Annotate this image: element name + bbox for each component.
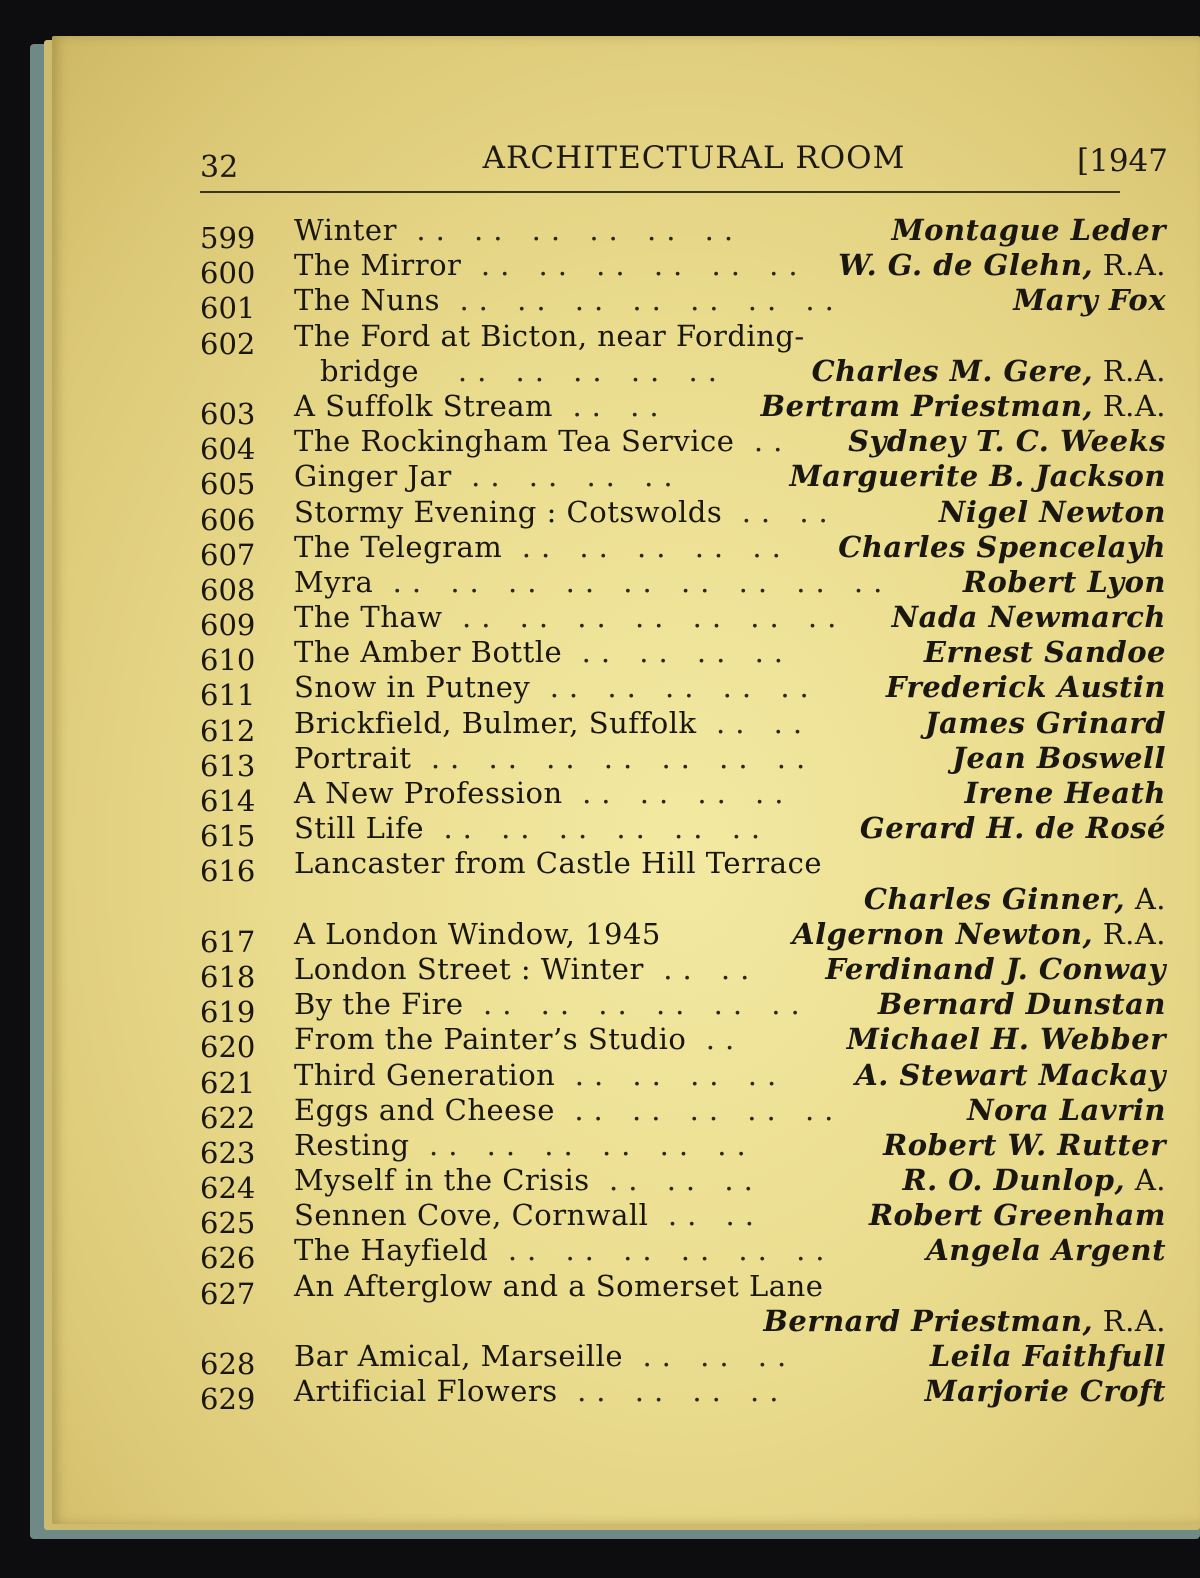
catalogue-entry — [200, 1269, 1166, 1339]
entry-title-text: London Street : Winter — [294, 951, 644, 986]
artist-name — [930, 1339, 1166, 1373]
entry-title — [294, 565, 892, 599]
leader-dots: .. .. .. .. .. .. — [416, 213, 744, 247]
entry-title-text: Lancaster from Castle Hill Terrace — [294, 846, 822, 881]
artist-name — [967, 1093, 1166, 1127]
catalogue-entry — [200, 600, 1166, 643]
catalogue-entry — [200, 1127, 1166, 1170]
entry-title-text: A Suffolk Stream — [294, 388, 554, 423]
artist-name — [761, 389, 1166, 423]
catalogue-entry — [200, 494, 1166, 537]
artist-name-text: Robert Greenham — [868, 1198, 1166, 1233]
artist-name — [838, 530, 1166, 564]
artist-name — [790, 459, 1166, 493]
entry-title-text: Bar Amical, Marseille — [294, 1339, 624, 1374]
artist-name-text: Michael H. Webber — [846, 1022, 1166, 1057]
leader-dots: .. .. — [741, 494, 838, 529]
header-rule — [200, 191, 1120, 193]
artist-name-text: James Grinard — [924, 705, 1166, 740]
entry-number: 620 — [200, 1030, 256, 1065]
catalogue-entry — [200, 811, 1166, 854]
entry-number: 605 — [200, 467, 256, 502]
entry-title — [294, 670, 819, 704]
artist-name-text: Nigel Newton — [938, 494, 1166, 529]
entry-number: 611 — [200, 678, 256, 713]
artist-honours: R.A. — [1093, 388, 1166, 423]
entry-title — [294, 1128, 756, 1162]
entry-title-text: The Amber Bottle — [294, 635, 563, 670]
catalogue-entry — [200, 1057, 1166, 1100]
artist-name — [924, 635, 1166, 669]
artist-name — [1013, 283, 1166, 317]
artist-name — [892, 600, 1166, 634]
entry-number: 622 — [200, 1100, 256, 1135]
artist-name-text: A. Stewart Mackay — [855, 1057, 1166, 1092]
catalogue-entry — [200, 1022, 1166, 1065]
artist-name-text: Nora Lavrin — [967, 1092, 1166, 1127]
catalogue-entry — [200, 319, 1166, 389]
artist-honours: R.A. — [1093, 1303, 1166, 1338]
catalogue-entry — [200, 388, 1166, 431]
entry-title — [294, 987, 810, 1021]
leader-dots: .. .. .. .. .. .. .. — [461, 600, 847, 635]
entry-number: 610 — [200, 643, 256, 678]
entry-title-text: Brickfield, Bulmer, Suffolk — [294, 705, 697, 740]
artist-name-text: Charles Ginner, — [863, 881, 1126, 916]
artist-name-text: Ferdinand J. Conway — [825, 951, 1166, 986]
entry-title-text: By the Fire — [294, 987, 464, 1022]
entry-title — [294, 600, 846, 634]
entry-number: 601 — [200, 291, 256, 326]
leader-dots: .. .. .. .. .. — [549, 670, 819, 705]
artist-honours: R.A. — [1093, 353, 1166, 388]
entry-title-text: The Telegram — [294, 529, 503, 564]
artist-name-text: Angela Argent — [926, 1233, 1166, 1268]
leader-dots: .. .. .. .. .. .. — [482, 987, 810, 1022]
catalogue-entry — [200, 670, 1166, 713]
leader-dots: .. .. .. — [609, 1163, 763, 1198]
artist-name-text: Irene Heath — [964, 776, 1166, 811]
entry-title-text: The Rockingham Tea Service — [294, 424, 735, 459]
leader-dots: .. .. .. .. — [574, 1057, 787, 1092]
artist-name-text: Frederick Austin — [885, 670, 1166, 705]
entry-number: 627 — [200, 1276, 256, 1311]
artist-name-text: Gerard H. de Rosé — [859, 811, 1166, 846]
entry-number: 618 — [200, 959, 256, 994]
artist-name-text: Bernard Dunstan — [877, 987, 1166, 1022]
entry-number: 615 — [200, 819, 256, 854]
artist-name-text: Algernon Newton, — [792, 916, 1094, 951]
entry-title — [294, 530, 791, 564]
artist-honours: A. — [1125, 1163, 1166, 1198]
artist-honours: R.A. — [1093, 916, 1166, 951]
catalogue-entry — [200, 987, 1166, 1030]
entry-title — [294, 952, 759, 986]
entry-title-text: From the Painter’s Studio — [294, 1022, 687, 1057]
artist-name — [926, 1233, 1166, 1267]
entry-title — [294, 776, 794, 810]
leader-dots: .. .. — [572, 388, 669, 423]
entry-title — [294, 846, 841, 880]
catalogue-entry — [200, 1163, 1166, 1206]
entry-number: 628 — [200, 1347, 256, 1382]
entry-title — [294, 1163, 763, 1197]
catalogue-entry — [200, 424, 1166, 467]
entry-title-text: Ginger Jar — [294, 459, 452, 494]
artist-name — [838, 248, 1166, 282]
artist-name-text: Jean Boswell — [952, 740, 1166, 775]
entry-title — [294, 319, 805, 353]
catalogue-entry — [200, 635, 1166, 678]
artist-name-text: Nada Newmarch — [891, 600, 1166, 635]
entry-number: 603 — [200, 396, 256, 431]
leader-dots: .. .. .. .. — [581, 635, 794, 670]
artist-honours: R.A. — [1093, 248, 1166, 283]
artist-name — [925, 706, 1166, 740]
catalogue-entry — [200, 459, 1166, 502]
entry-number: 608 — [200, 572, 256, 607]
entry-title-continuation — [320, 354, 727, 388]
artist-name-text: Marguerite B. Jackson — [789, 459, 1166, 494]
artist-name — [883, 1128, 1166, 1162]
entry-title-text: Artificial Flowers — [294, 1374, 558, 1409]
entry-title — [294, 706, 812, 740]
entry-title-text: The Thaw — [294, 600, 443, 635]
leader-dots: .. — [753, 424, 793, 459]
entry-title — [294, 1058, 786, 1092]
entry-number: 602 — [200, 326, 256, 361]
artist-name-text: Charles M. Gere, — [811, 353, 1094, 388]
entry-title — [294, 635, 793, 669]
entry-title — [294, 1269, 843, 1303]
catalogue-entry — [200, 1374, 1166, 1417]
artist-name — [952, 741, 1166, 775]
entry-number: 612 — [200, 713, 256, 748]
leader-dots: .. .. .. .. — [577, 1374, 789, 1409]
entry-title — [294, 1374, 788, 1408]
entry-title-text: Winter — [294, 213, 397, 247]
entry-number: 623 — [200, 1135, 256, 1170]
catalogue-entry — [200, 283, 1166, 326]
entry-number: 604 — [200, 432, 256, 467]
entry-title-text: Snow in Putney — [294, 670, 531, 705]
leader-dots: .. .. .. .. .. .. — [429, 1127, 756, 1162]
entry-number: 619 — [200, 995, 256, 1030]
catalogue-entry — [200, 1233, 1166, 1276]
artist-name-text: Sydney T. C. Weeks — [848, 424, 1166, 459]
entry-number: 599 — [200, 221, 256, 255]
entry-title — [294, 741, 815, 775]
entry-title — [294, 917, 680, 951]
entry-title-text: An Afterglow and a Somerset Lane — [294, 1268, 824, 1303]
leader-dots: .. .. .. .. — [582, 776, 794, 811]
entry-title — [294, 495, 838, 529]
entry-title — [294, 1093, 843, 1127]
catalogue-entry — [200, 951, 1166, 994]
entry-title — [294, 283, 844, 317]
year-label: [1947 — [1077, 143, 1168, 179]
artist-name — [903, 1163, 1167, 1197]
artist-name — [825, 952, 1166, 986]
page-number: 32 — [200, 150, 239, 185]
artist-name — [812, 354, 1166, 388]
artist-name-text: Leila Faithfull — [929, 1339, 1166, 1374]
artist-honours: A. — [1125, 881, 1166, 916]
entry-number: 606 — [200, 502, 256, 537]
artist-name-text: Charles Spencelayh — [838, 529, 1166, 564]
entry-title — [294, 1198, 764, 1232]
artist-name-text: W. G. de Glehn, — [838, 248, 1094, 283]
entry-number: 607 — [200, 537, 256, 572]
catalogue-list — [200, 213, 1166, 1417]
leader-dots: .. .. — [716, 705, 813, 740]
artist-name — [847, 1022, 1166, 1056]
catalogue-entry — [200, 529, 1166, 572]
entry-title — [294, 389, 669, 423]
artist-name — [964, 776, 1166, 810]
entry-number: 626 — [200, 1241, 256, 1276]
catalogue-entry — [200, 1092, 1166, 1135]
entry-title-text: Still Life — [294, 811, 424, 846]
entry-title — [294, 1022, 744, 1056]
leader-dots: .. .. — [667, 1198, 764, 1233]
catalogue-entry — [200, 916, 1166, 959]
artist-name-text: Montague Leder — [891, 213, 1166, 247]
catalogue-entry — [200, 248, 1166, 291]
artist-name-text: Marjorie Croft — [924, 1374, 1166, 1409]
entry-title-text: Portrait — [294, 740, 412, 775]
artist-name — [925, 1374, 1166, 1408]
artist-name-text: Bertram Priestman, — [760, 388, 1094, 423]
entry-number: 629 — [200, 1382, 256, 1417]
entry-title — [294, 459, 683, 493]
leader-dots: .. .. — [663, 951, 760, 986]
entry-number: 616 — [200, 854, 256, 889]
entry-title-text: Third Generation — [294, 1057, 556, 1092]
leader-dots: .. .. .. .. .. .. — [507, 1233, 835, 1268]
artist-name — [855, 1058, 1166, 1092]
artist-name — [864, 882, 1166, 916]
artist-name — [848, 424, 1166, 458]
entry-title — [294, 248, 808, 282]
artist-name — [963, 565, 1166, 599]
entry-title-text: Resting — [294, 1127, 410, 1162]
entry-title-text: Stormy Evening : Cotswolds — [294, 494, 723, 529]
page-title: ARCHITECTURAL ROOM — [482, 140, 906, 176]
entry-title — [294, 1339, 796, 1373]
leader-dots: .. — [705, 1022, 745, 1057]
catalogue-entry — [200, 1339, 1166, 1382]
catalogue-entry — [200, 705, 1166, 748]
artist-name — [886, 670, 1166, 704]
artist-name — [878, 987, 1166, 1021]
leader-dots: .. .. .. .. .. .. .. .. .. — [392, 564, 893, 599]
artist-name-text: Bernard Priestman, — [763, 1303, 1094, 1338]
artist-name — [860, 811, 1166, 845]
catalogue-entry — [200, 213, 1166, 255]
catalogue-entry — [200, 564, 1166, 607]
catalogue-entry — [200, 740, 1166, 783]
leader-dots: .. .. .. .. .. — [521, 529, 791, 564]
leader-dots: .. .. .. .. .. .. — [480, 248, 808, 283]
leader-dots: .. .. .. .. .. .. .. — [430, 740, 816, 775]
entry-title — [294, 424, 792, 458]
entry-title-text: The Hayfield — [294, 1233, 489, 1268]
entry-title-text: Sennen Cove, Cornwall — [294, 1198, 649, 1233]
entry-number: 621 — [200, 1065, 256, 1100]
entry-title-text: A London Window, 1945 — [294, 916, 661, 951]
leader-dots: .. .. .. — [642, 1339, 797, 1374]
leader-dots: .. .. .. .. .. — [574, 1092, 844, 1127]
entry-title-text: The Ford at Bicton, near Fording- — [294, 318, 805, 353]
artist-name — [763, 1304, 1166, 1338]
artist-name-text: Robert W. Rutter — [883, 1127, 1166, 1162]
entry-title-text: Myra — [294, 564, 374, 599]
leader-dots: .. .. .. .. — [471, 459, 683, 494]
entry-title-text: Eggs and Cheese — [294, 1092, 555, 1127]
entry-title-text: A New Profession — [294, 776, 563, 811]
entry-title-continuation-text: bridge — [320, 353, 419, 388]
artist-name-text: Ernest Sandoe — [923, 635, 1166, 670]
entry-title-text: Myself in the Crisis — [294, 1163, 590, 1198]
page-header — [200, 140, 1168, 190]
artist-name — [792, 917, 1166, 951]
entry-number: 617 — [200, 924, 256, 959]
artist-name-text: Robert Lyon — [962, 564, 1166, 599]
artist-name — [939, 495, 1166, 529]
entry-title — [294, 811, 770, 845]
entry-title-text: The Mirror — [294, 248, 462, 283]
artist-name — [869, 1198, 1166, 1232]
artist-name-text: Mary Fox — [1013, 283, 1166, 318]
leader-dots: .. .. .. .. .. .. — [443, 811, 771, 846]
entry-title — [294, 1233, 835, 1267]
entry-title — [294, 213, 743, 247]
entry-number: 625 — [200, 1206, 256, 1241]
entry-number: 609 — [200, 608, 256, 643]
artist-name-text: R. O. Dunlop, — [902, 1163, 1126, 1198]
artist-name — [892, 213, 1166, 247]
entry-number: 614 — [200, 784, 256, 819]
leader-dots: .. .. .. .. .. — [457, 353, 727, 388]
catalogue-entry — [200, 846, 1166, 916]
entry-number: 624 — [200, 1171, 256, 1206]
leader-dots: .. .. .. .. .. .. .. — [459, 283, 844, 318]
entry-number: 600 — [200, 256, 256, 291]
entry-number: 613 — [200, 748, 256, 783]
catalogue-entry — [200, 776, 1166, 819]
entry-title-text: The Nuns — [294, 283, 441, 318]
catalogue-entry — [200, 1198, 1166, 1241]
